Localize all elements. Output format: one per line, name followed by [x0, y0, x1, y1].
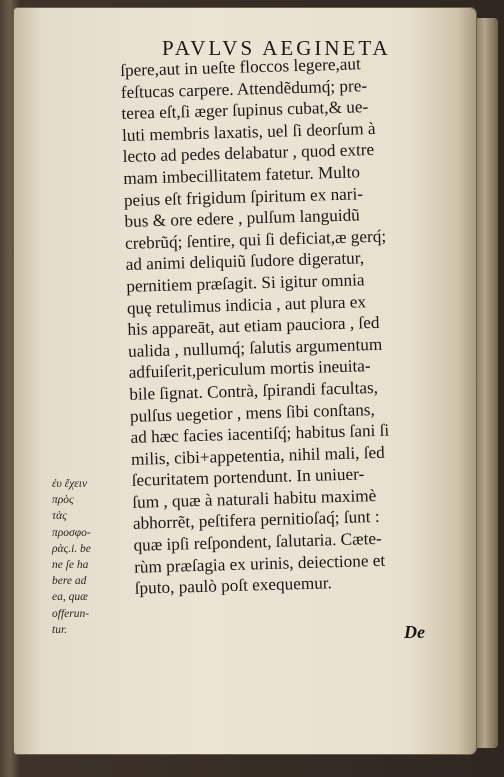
- text-line: ad animi deliquiũ ſudore digeratur,: [125, 248, 365, 275]
- margin-note: [52, 476, 120, 638]
- text-line: bile ſignat. Contrà, ſpirandi facultas,: [129, 377, 379, 404]
- text-line: quæ ipſi reſpondent, ſalutaria. Cæte-: [133, 528, 382, 555]
- margin-note-line: ea, quæ: [52, 591, 88, 604]
- text-line: abhorrẽt, peſtifera pernitioſaq́; ſunt :: [132, 507, 380, 534]
- main-text-block: [120, 51, 465, 600]
- text-line: ualida , nullumq́; ſalutis argumentum: [127, 334, 383, 361]
- text-line: terea eſt,ſi æger ſupinus cubat,& ue-: [121, 97, 369, 124]
- text-line: bus & ore edere , pulſum languidũ: [124, 205, 361, 232]
- margin-note-line: ne ſe ha: [52, 559, 89, 572]
- text-line: peius eſt frigidum ſpiritum ex nari-: [123, 183, 364, 210]
- running-title: PAVLVS AEGINETA: [162, 36, 391, 60]
- margin-note-line: τὰς: [52, 510, 67, 523]
- text-line: ſecuritatem portendunt. In uniuer-: [131, 464, 365, 491]
- text-line: milis, cibi+appetentia, nihil mali, ſed: [130, 442, 385, 469]
- text-line: pulſus uegetior , mens ſibi conſtans,: [129, 399, 376, 426]
- text-line: luti membris laxatis, uel ſi deorſum à: [121, 118, 376, 145]
- text-line: adfuiſerit,periculum mortis ineuita-: [128, 356, 371, 383]
- margin-note-line: offerun-: [52, 607, 90, 620]
- text-line: quę retulimus indicia , aut plura ex: [126, 291, 367, 318]
- margin-note-line: προσφο-: [52, 526, 91, 539]
- text-line: lecto ad pedes delabatur , quod extre: [122, 140, 375, 167]
- margin-note-line: ρὰς.i. be: [52, 542, 91, 555]
- margin-note-line: ἐυ ἔχειν: [52, 478, 88, 490]
- text-line: ad hæc facies iacentiſq́; habitus ſani ſi: [130, 420, 390, 447]
- catchword: De: [404, 622, 425, 642]
- text-line: ſum , quæ à naturali habitu maximè: [132, 485, 377, 512]
- text-line: pernitiem præſagit. Si igitur omnia: [126, 270, 365, 296]
- text-line: mam imbecillitatem fatetur. Multo: [123, 162, 361, 188]
- text-line: crebrũq́; ſentire, qui ſi deficiat,æ gerq́;: [124, 226, 387, 253]
- margin-note-line: bere ad: [52, 575, 87, 588]
- text-line: ſpere,aut in ueſte floccos legere,aut: [120, 54, 361, 80]
- page-edge-right: [476, 18, 498, 748]
- text-line: rùm præſagia ex urinis, deiectione et: [133, 550, 386, 577]
- text-line: his appareāt, aut etiam pauciora , ſed: [127, 312, 380, 340]
- text-line: feſtucas carpere. Attendẽdumq́; pre-: [120, 75, 368, 102]
- margin-note-line: πρὸς: [52, 494, 74, 507]
- text-line: ſputo, paulò poſt exequemur.: [134, 573, 333, 599]
- margin-note-line: tur.: [52, 623, 68, 636]
